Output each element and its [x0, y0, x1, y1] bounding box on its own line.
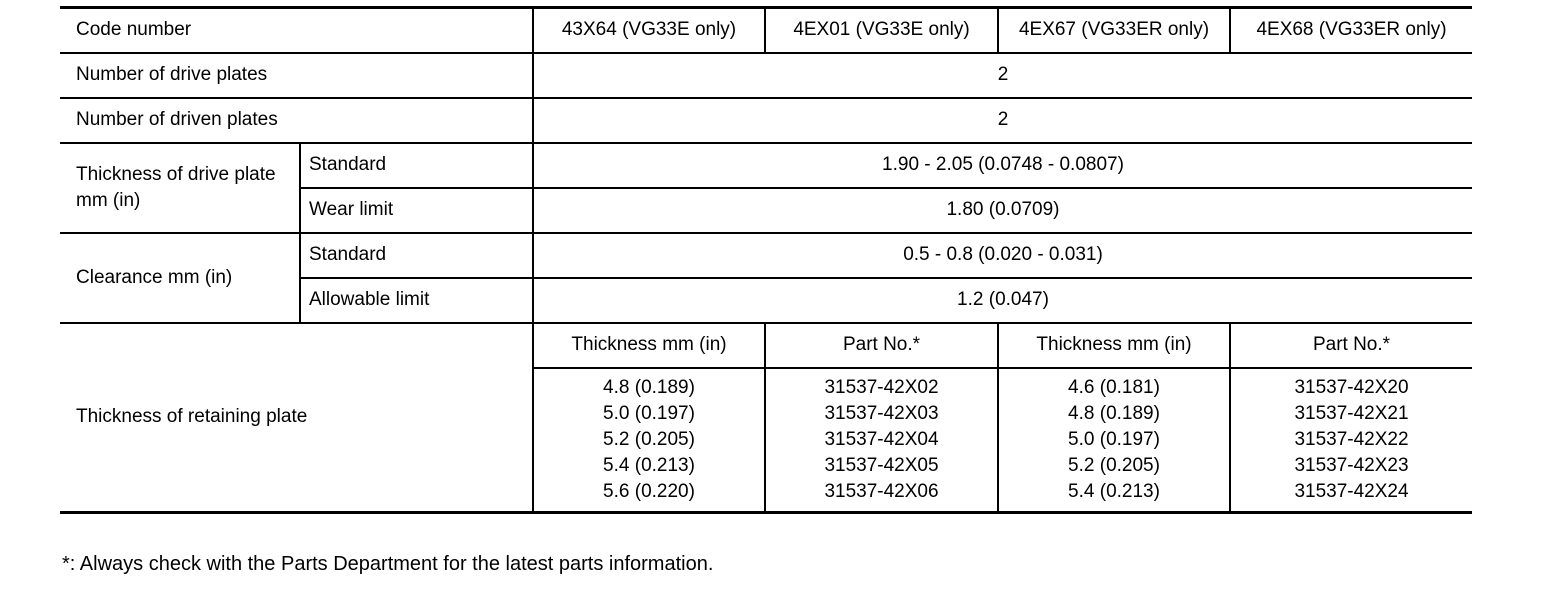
drive-thickness-wear-value: 1.80 (0.0709)	[533, 188, 1472, 233]
code-number-row	[60, 8, 1472, 53]
list-item: 31537-42X21	[1294, 402, 1409, 424]
list-item: 5.0 (0.197)	[1068, 428, 1160, 450]
clearance-standard-row	[60, 233, 1472, 278]
retaining-header: Part No.*	[765, 323, 998, 368]
list-item: 31537-42X05	[824, 454, 939, 476]
clearance-limit-label: Allowable limit	[300, 278, 533, 323]
list-item: 4.6 (0.181)	[1068, 376, 1160, 398]
code-cell: 4EX67 (VG33ER only)	[998, 8, 1230, 53]
retaining-part-list	[765, 368, 998, 513]
drive-plates-row	[60, 53, 1472, 98]
retaining-header: Thickness mm (in)	[998, 323, 1230, 368]
list-item: 31537-42X23	[1294, 454, 1409, 476]
driven-plates-label: Number of driven plates	[60, 98, 533, 143]
retaining-thickness-list	[533, 368, 765, 513]
list-item: 31537-42X22	[1294, 428, 1409, 450]
retaining-label: Thickness of retaining plate	[60, 323, 533, 513]
drive-thickness-standard-value: 1.90 - 2.05 (0.0748 - 0.0807)	[533, 143, 1472, 188]
spec-table	[60, 6, 1472, 514]
list-item: 31537-42X24	[1294, 480, 1409, 502]
list-item: 5.0 (0.197)	[603, 402, 695, 424]
list-item: 31537-42X06	[824, 480, 939, 502]
retaining-header: Thickness mm (in)	[533, 323, 765, 368]
clearance-limit-value: 1.2 (0.047)	[533, 278, 1472, 323]
drive-thickness-standard-row	[60, 143, 1472, 188]
retaining-header: Part No.*	[1230, 323, 1472, 368]
retaining-thickness-list	[998, 368, 1230, 513]
list-item: 4.8 (0.189)	[1068, 402, 1160, 424]
list-item: 5.6 (0.220)	[603, 480, 695, 502]
drive-thickness-wear-label: Wear limit	[300, 188, 533, 233]
clearance-standard-value: 0.5 - 0.8 (0.020 - 0.031)	[533, 233, 1472, 278]
list-item: 5.4 (0.213)	[1068, 480, 1160, 502]
driven-plates-value: 2	[533, 98, 1472, 143]
code-number-label: Code number	[60, 8, 533, 53]
list-item: 5.2 (0.205)	[603, 428, 695, 450]
code-cell: 4EX68 (VG33ER only)	[1230, 8, 1472, 53]
clearance-standard-label: Standard	[300, 233, 533, 278]
driven-plates-row	[60, 98, 1472, 143]
list-item: 5.4 (0.213)	[603, 454, 695, 476]
list-item: 31537-42X03	[824, 402, 939, 424]
list-item: 4.8 (0.189)	[603, 376, 695, 398]
drive-thickness-label: Thickness of drive plate mm (in)	[60, 143, 300, 233]
drive-plates-label: Number of drive plates	[60, 53, 533, 98]
code-cell: 4EX01 (VG33E only)	[765, 8, 998, 53]
list-item: 31537-42X02	[824, 376, 939, 398]
list-item: 5.2 (0.205)	[1068, 454, 1160, 476]
clearance-label: Clearance mm (in)	[60, 233, 300, 323]
list-item: 31537-42X20	[1294, 376, 1409, 398]
drive-thickness-standard-label: Standard	[300, 143, 533, 188]
drive-plates-value: 2	[533, 53, 1472, 98]
code-cell: 43X64 (VG33E only)	[533, 8, 765, 53]
list-item: 31537-42X04	[824, 428, 939, 450]
footnote: *: Always check with the Parts Department for the latest parts information.	[62, 553, 714, 575]
retaining-header-row	[60, 323, 1472, 368]
retaining-part-list	[1230, 368, 1472, 513]
